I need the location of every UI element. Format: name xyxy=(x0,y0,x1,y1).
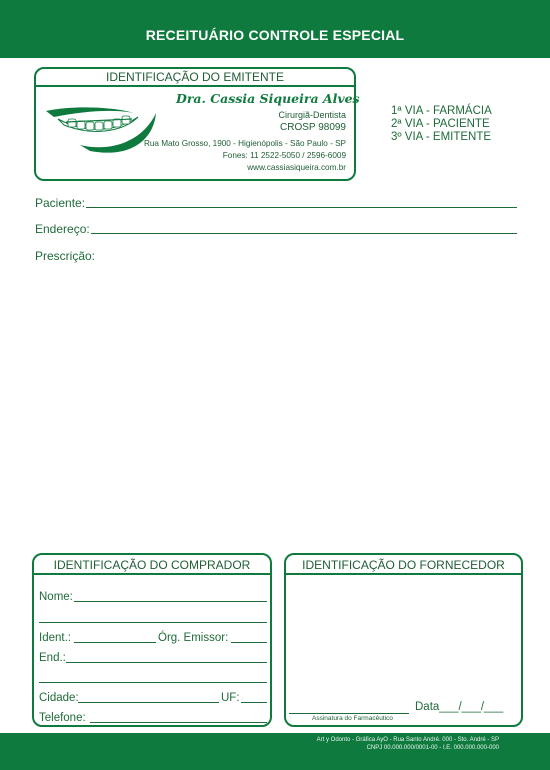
prescricao-label: Prescrição: xyxy=(35,249,96,263)
signature-caption: Assinatura do Farmacêutico xyxy=(312,715,393,722)
smile-with-braces-logo-icon xyxy=(44,103,164,163)
footer-bar xyxy=(0,733,550,770)
fornecedor-box xyxy=(284,553,523,727)
telefone-line[interactable] xyxy=(90,722,267,723)
nome-line[interactable] xyxy=(74,601,267,602)
via-farmacia: 1ª VIA - FARMÁCIA xyxy=(391,105,492,117)
orgao-emissor-line[interactable] xyxy=(231,642,267,643)
comprador-section-title: IDENTIFICAÇÃO DO COMPRADOR xyxy=(34,555,270,575)
nome-label: Nome: xyxy=(39,591,73,603)
end-line-2[interactable] xyxy=(39,682,267,683)
emitente-address: Rua Mato Grosso, 1900 - Higienópolis - São Paulo - SP xyxy=(143,139,346,148)
prescricao-area[interactable] xyxy=(35,268,517,543)
nome-line-2[interactable] xyxy=(39,622,267,623)
cidade-line[interactable] xyxy=(78,702,219,703)
signature-line[interactable] xyxy=(289,713,409,714)
footer-printer-info: Art y Odonto - Gráfica AyO - Rua Santo André. 000 - Sto. André - SP xyxy=(316,737,499,743)
comprador-box xyxy=(32,553,272,727)
emitente-section-title: IDENTIFICAÇÃO DO EMITENTE xyxy=(36,69,354,87)
emitente-cro: CROSP 98099 xyxy=(280,122,346,133)
via-paciente: 2ª VIA - PACIENTE xyxy=(391,118,490,130)
header-bar xyxy=(0,0,550,58)
end-line[interactable] xyxy=(66,662,267,663)
emitente-website: www.cassiasiqueira.com.br xyxy=(247,163,346,172)
emitente-phones: Fones: 11 2522-5050 / 2596-6009 xyxy=(222,151,346,160)
emitente-profession: Cirurgiã-Dentista xyxy=(278,110,346,120)
uf-label: UF: xyxy=(221,692,240,704)
footer-cnpj: CNPJ 00.000.000/0001-00 - I.E. 000.000.000-000 xyxy=(366,745,499,751)
paciente-line[interactable] xyxy=(86,207,517,208)
data-field[interactable]: Data___/___/___ xyxy=(415,701,504,713)
via-emitente: 3º VIA - EMITENTE xyxy=(391,131,492,143)
end-label: End.: xyxy=(39,652,66,664)
orgao-emissor-label: Órg. Emissor: xyxy=(158,632,229,644)
uf-line[interactable] xyxy=(241,702,267,703)
telefone-label: Telefone: xyxy=(39,712,86,724)
paciente-label: Paciente: xyxy=(35,196,86,210)
emitente-name: Dra. Cassia Siqueira Alves xyxy=(176,91,360,106)
cidade-label: Cidade: xyxy=(39,692,79,704)
fornecedor-section-title: IDENTIFICAÇÃO DO FORNECEDOR xyxy=(286,555,521,575)
document-title: RECEITUÁRIO CONTROLE ESPECIAL xyxy=(145,27,405,43)
emitente-box xyxy=(34,67,360,181)
endereco-line[interactable] xyxy=(91,233,517,234)
ident-label: Ident.: xyxy=(39,632,71,644)
ident-line[interactable] xyxy=(74,642,156,643)
endereco-label: Endereço: xyxy=(35,222,90,236)
